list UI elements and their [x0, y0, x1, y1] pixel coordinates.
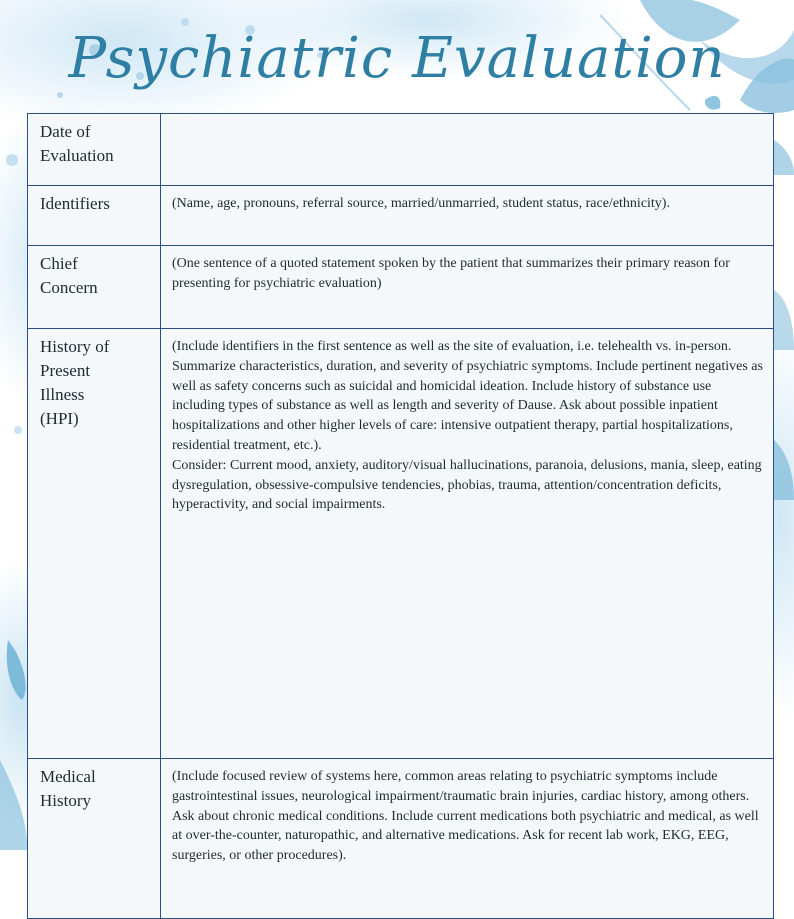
row-content-consider: Consider: Current mood, anxiety, auditory/visual hallucinations, paranoia, delusions, mania, sleep, eating dysregulation, obsessive-compulsive tendencies, phobias, trauma, attention/concentration deficits, hyperactivity, and social impairments. — [172, 457, 762, 513]
chief-concern-field[interactable] — [161, 246, 774, 329]
form-row-date-of-evaluation — [28, 114, 774, 186]
form-label-cell — [28, 246, 161, 329]
row-content: (One sentence of a quoted statement spoken by the patient that summarizes their primary reason for presenting for psychiatric evaluation) — [172, 256, 730, 291]
form-label-cell — [28, 114, 161, 186]
form-row-medical-history — [28, 759, 774, 919]
date-of-evaluation-field[interactable] — [161, 114, 774, 186]
row-content: (Include focused review of systems here, common areas relating to psychiatric symptoms include gastrointestinal issues, neurological impairment/traumatic brain injuries, cardiac history, among others. Ask about chronic medical conditions. Include current medications both psychiatric and medical, as well at over-the-counter, naturopathic, and alternative medications. Ask for recent lab work, EKG, EEG, surgeries, or other procedures). — [172, 769, 759, 864]
row-label: Date of Evaluation — [40, 122, 114, 165]
form-label-cell — [28, 329, 161, 759]
evaluation-form-table — [27, 113, 774, 919]
row-label: Identifiers — [40, 194, 110, 213]
history-of-present-illness-field[interactable] — [161, 329, 774, 759]
row-content: (Include identifiers in the first sentence as well as the site of evaluation, i.e. telehealth vs. in-person. Summarize characteristics, duration, and severity of psychiatric symptoms. Include pertinent negatives as well as safety concerns such as suicidal and homicidal ideation. Include history of substance use including types of substance as well as length and severity of Dause. Ask about possible inpatient hospitalizations and other higher levels of care: intensive outpatient therapy, partial hospitalizations, residential treatment, etc.). — [172, 339, 763, 453]
row-label: Medical History — [40, 767, 96, 810]
page-title: Psychiatric Evaluation — [68, 26, 726, 91]
medical-history-field[interactable] — [161, 759, 774, 919]
form-row-history-of-present-illness — [28, 329, 774, 759]
row-label: Chief Concern — [40, 254, 98, 297]
row-content: (Name, age, pronouns, referral source, married/unmarried, student status, race/ethnicity). — [172, 196, 670, 211]
form-label-cell — [28, 186, 161, 246]
form-row-identifiers — [28, 186, 774, 246]
row-label: History of Present Illness (HPI) — [40, 337, 110, 428]
form-row-chief-concern — [28, 246, 774, 329]
form-label-cell — [28, 759, 161, 919]
identifiers-field[interactable] — [161, 186, 774, 246]
